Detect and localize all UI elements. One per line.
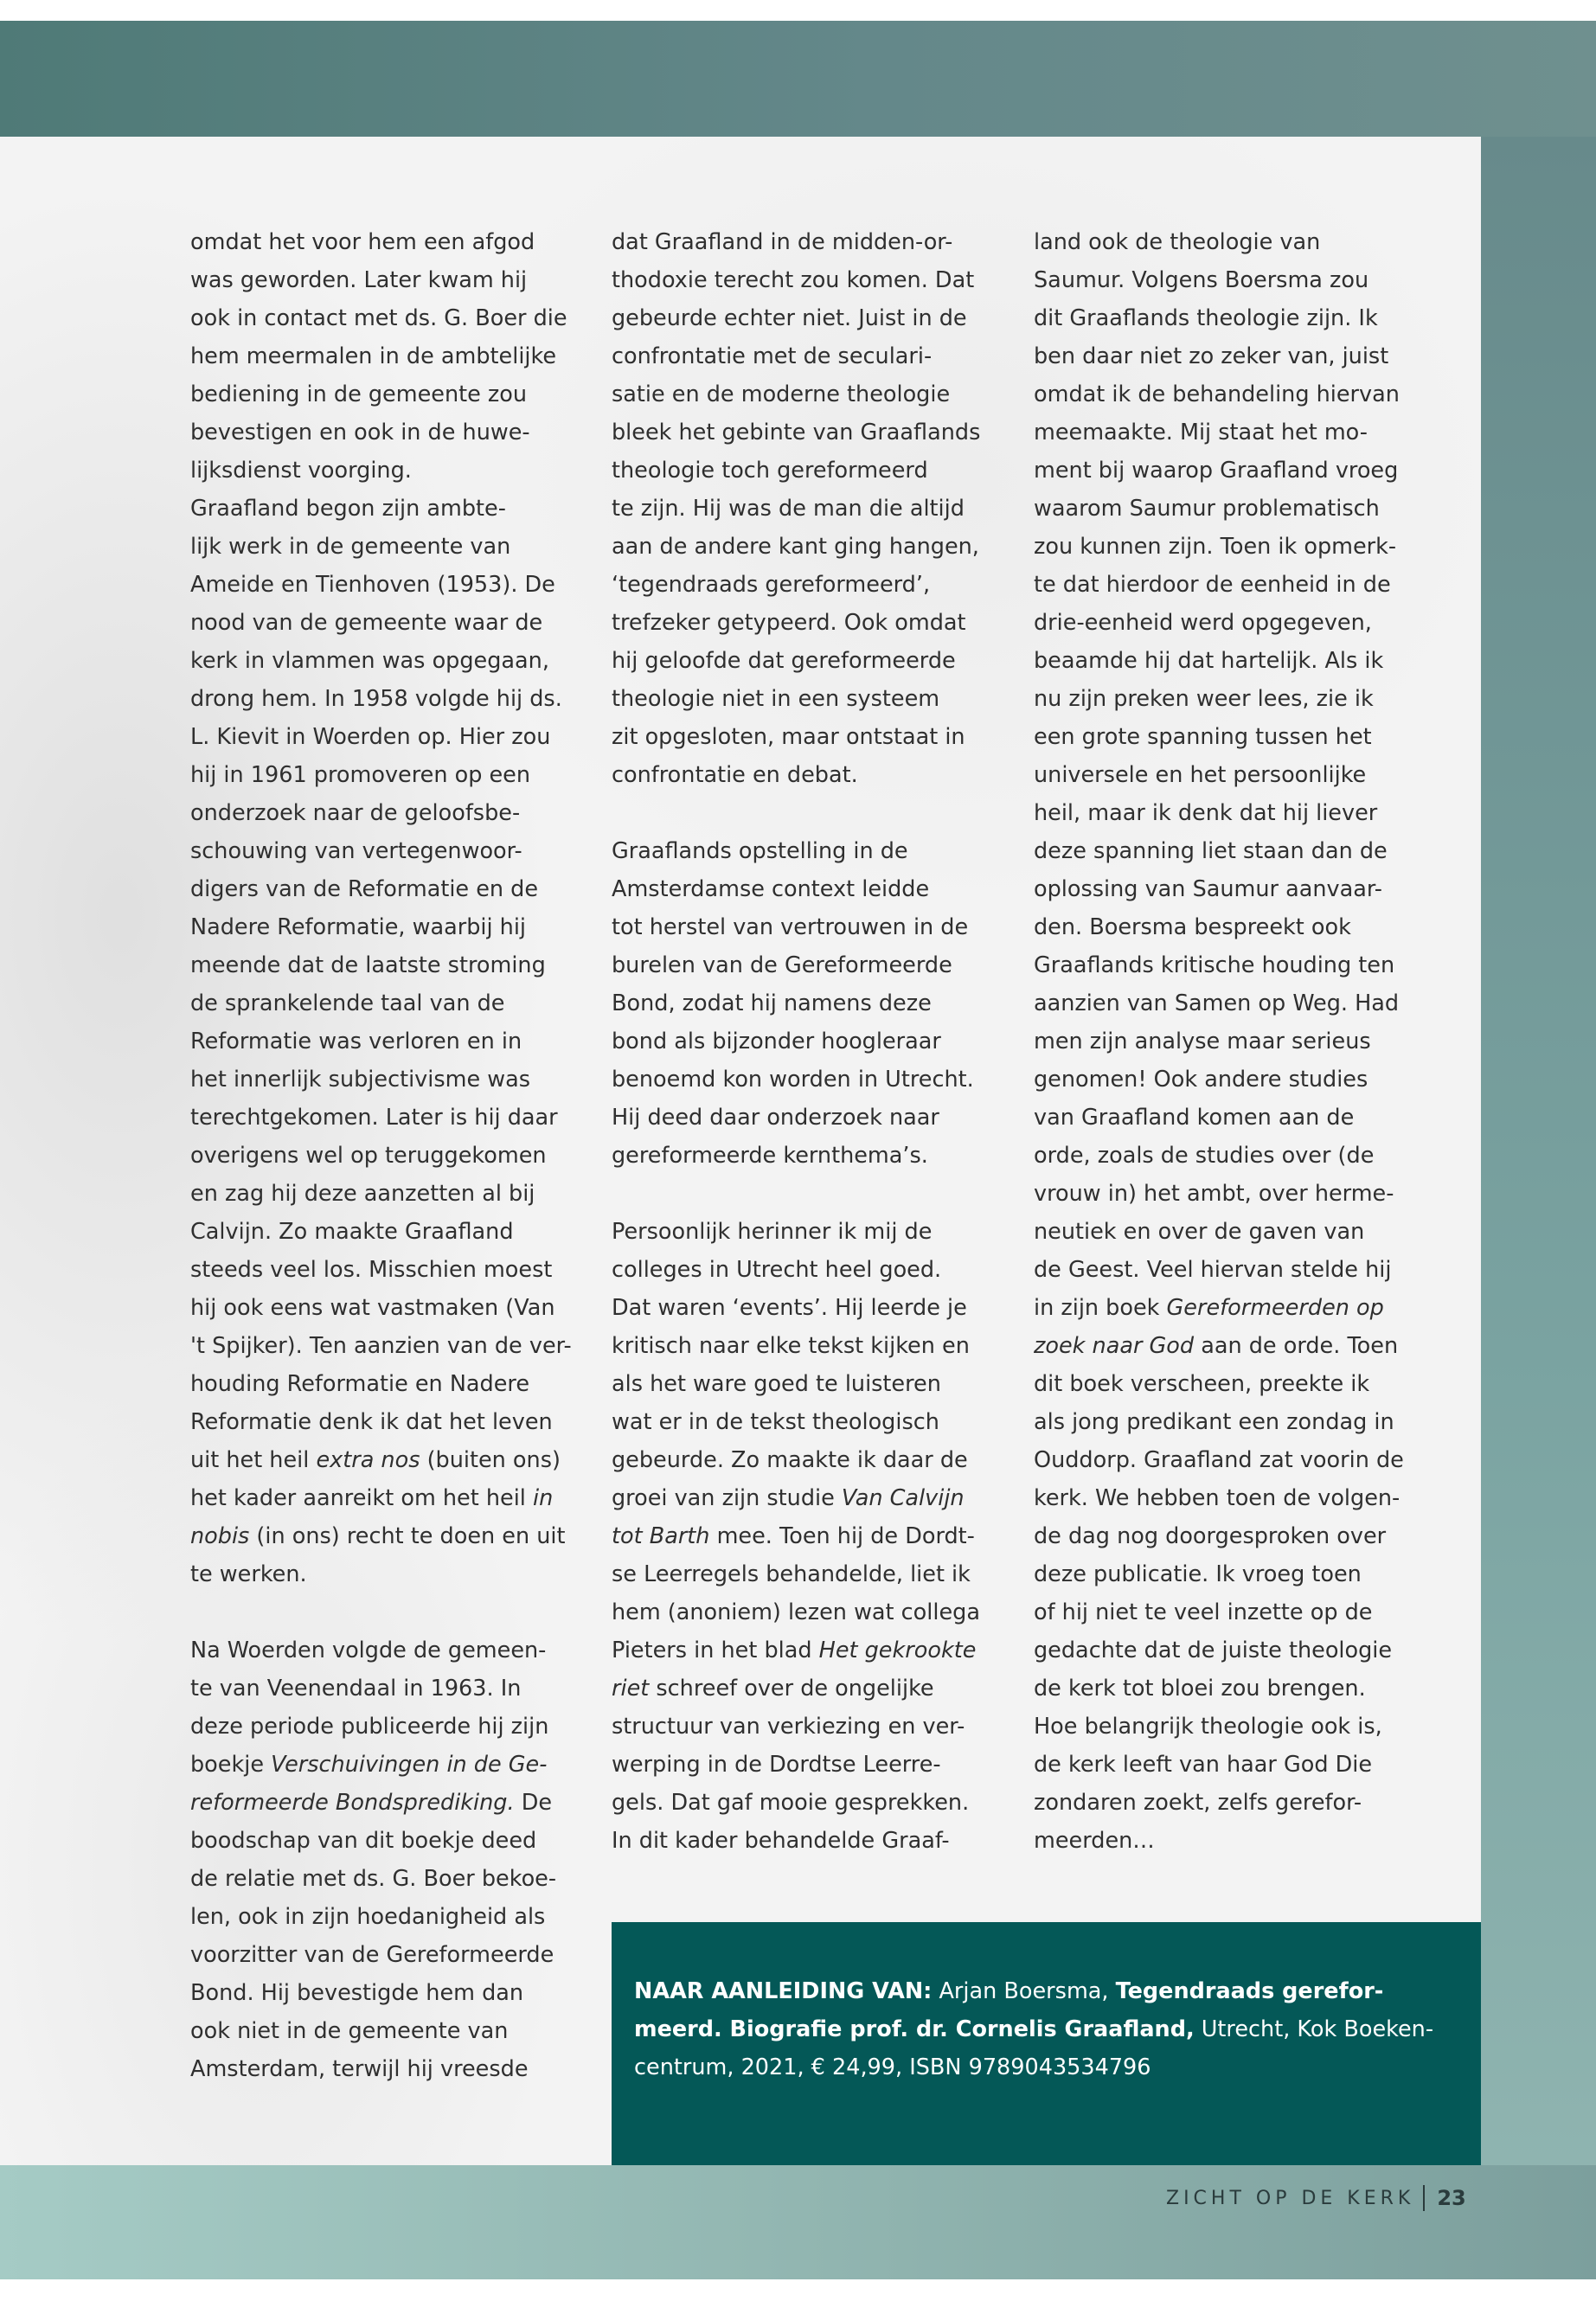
text-line: drie-eenheid werd opgegeven, [1034,610,1372,636]
text-run: groei van zijn studie [612,1485,842,1511]
text-line: nu zijn preken weer lees, zie ik [1034,686,1374,712]
text-line: werping in de Dordtse Leerre- [612,1752,941,1778]
text-run: Pieters in het blad [612,1638,819,1663]
book-info-line [634,2010,1434,2048]
text-line: universele en het persoonlijke [1034,762,1367,788]
text-line: zou kunnen zijn. Toen ik opmerk- [1034,534,1397,560]
text-line: burelen van de Gereformeerde [612,952,952,978]
text-line: colleges in Utrecht heel goed. [612,1257,942,1283]
text-line: hij geloofde dat gereformeerde [612,648,956,674]
text-line [612,1479,992,1517]
text-line: Graaflands opstelling in de [612,838,908,864]
text-line: bediening in de gemeente zou [190,381,528,407]
text-line: hij ook eens wat vastmaken (Van [190,1295,555,1321]
text-run: in zijn boek [1034,1295,1167,1321]
text-line: van Graafland komen aan de [1034,1105,1355,1131]
text-line: aanzien van Samen op Weg. Had [1034,990,1400,1016]
text-line: benoemd kon worden in Utrecht. [612,1067,974,1093]
text-line: deze periode publiceerde hij zijn [190,1714,549,1740]
article-column-1 [190,223,571,2088]
text-line [190,1784,571,1822]
italic-book-title: zoek naar God [1034,1333,1195,1359]
italic-magazine-title: riet [612,1676,650,1702]
text-line: Amsterdam, terwijl hij vreesde [190,2056,529,2082]
book-author: Arjan Boersma, [932,1978,1116,2004]
italic-book-title: reformeerde Bondsprediking. [190,1790,515,1816]
text-line: boodschap van dit boekje deed [190,1828,537,1854]
text-line: structuur van verkiezing en ver- [612,1714,965,1740]
text-line: ook in contact met ds. G. Boer die [190,305,567,331]
text-line: de dag nog doorgesproken over [1034,1523,1387,1549]
text-line: bleek het gebinte van Graaflands [612,420,981,445]
top-color-band [0,21,1596,137]
italic-term: nobis [190,1523,250,1549]
text-line: gebeurde. Zo maakte ik daar de [612,1447,968,1473]
text-line: kerk in vlammen was opgegaan, [190,648,549,674]
text-line: In dit kader behandelde Graaf- [612,1828,950,1854]
text-line: ‘tegendraads gereformeerd’, [612,572,931,598]
text-line: kritisch naar elke tekst kijken en [612,1333,970,1359]
text-run: het kader aanreikt om het heil [190,1485,533,1511]
text-line [612,1670,992,1708]
text-line: Amsterdamse context leidde [612,876,930,902]
book-info-text [634,1972,1434,2086]
text-run: uit het heil [190,1447,317,1473]
text-line: bond als bijzonder hoogleraar [612,1029,941,1054]
book-publisher: centrum, 2021, € 24,99, ISBN 9789043534796 [634,2054,1151,2080]
text-line: L. Kievit in Woerden op. Hier zou [190,724,551,750]
text-line: overigens wel op teruggekomen [190,1143,547,1169]
text-line: de Geest. Veel hiervan stelde hij [1034,1257,1392,1283]
paragraph-gap [612,794,992,832]
right-color-band [1481,137,1596,2165]
paragraph-gap [190,1593,571,1631]
text-line: confrontatie met de seculari- [612,343,933,369]
text-line: thodoxie terecht zou komen. Dat [612,267,975,293]
italic-book-title: tot Barth [612,1523,710,1549]
text-line: de sprankelende taal van de [190,990,505,1016]
text-line [612,1517,992,1555]
text-run: mee. Toen hij de Dordt- [709,1523,975,1549]
text-line: deze spanning liet staan dan de [1034,838,1388,864]
text-line: men zijn analyse maar serieus [1034,1029,1371,1054]
text-line: dit boek verscheen, preekte ik [1034,1371,1370,1397]
text-line: kerk. We hebben toen de volgen- [1034,1485,1401,1511]
text-run: (in ons) recht te doen en uit [249,1523,566,1549]
text-line: als het ware goed te luisteren [612,1371,941,1397]
italic-book-title: Gereformeerden op [1166,1295,1384,1321]
text-line: dit Graaflands theologie zijn. Ik [1034,305,1378,331]
text-line: omdat ik de behandeling hiervan [1034,381,1400,407]
book-info-line [634,1972,1413,2010]
text-line: een grote spanning tussen het [1034,724,1372,750]
text-line: gereformeerde kernthema’s. [612,1143,928,1169]
text-line: bevestigen en ook in de huwe- [190,420,530,445]
text-line [190,1517,571,1555]
text-line: theologie niet in een systeem [612,686,940,712]
text-line: lijksdienst voorging. [190,458,412,484]
page-footer [1166,2181,1466,2215]
text-line: steeds veel los. Misschien moest [190,1257,553,1283]
book-title: meerd. Biografie prof. dr. Cornelis Graafland, [634,2016,1195,2042]
text-line: dat Graafland in de midden-or- [612,229,953,255]
text-line: te dat hierdoor de eenheid in de [1034,572,1391,598]
text-line [190,1746,571,1784]
book-title: Tegendraads gerefor- [1115,1978,1384,2004]
article-column-2 [612,223,992,1860]
text-line: waarom Saumur problematisch [1034,496,1380,522]
text-line: theologie toch gereformeerd [612,458,928,484]
text-line: hem (anoniem) lezen wat collega [612,1599,980,1625]
text-line: Hoe belangrijk theologie ook is, [1034,1714,1382,1740]
text-line: wat er in de tekst theologisch [612,1409,939,1435]
text-line [1034,1289,1414,1327]
text-line: nood van de gemeente waar de [190,610,543,636]
text-run: aan de orde. Toen [1194,1333,1399,1359]
text-line: genomen! Ook andere studies [1034,1067,1368,1093]
book-publisher: Utrecht, Kok Boeken- [1194,2016,1434,2042]
text-line: de kerk leeft van haar God Die [1034,1752,1373,1778]
text-line: ment bij waarop Graafland vroeg [1034,458,1399,484]
text-run: De [514,1790,553,1816]
magazine-name: ZICHT OP DE KERK [1166,2187,1415,2209]
text-line: houding Reformatie en Nadere [190,1371,530,1397]
book-info-label: NAAR AANLEIDING VAN: [634,1978,933,2004]
text-line: Nadere Reformatie, waarbij hij [190,914,527,940]
text-line: drong hem. In 1958 volgde hij ds. [190,686,562,712]
text-line: deze publicatie. Ik vroeg toen [1034,1561,1362,1587]
text-line: gels. Dat gaf mooie gesprekken. [612,1790,970,1816]
text-line: satie en de moderne theologie [612,381,951,407]
text-line: Reformatie was verloren en in [190,1029,522,1054]
text-line: Ouddorp. Graafland zat voorin de [1034,1447,1404,1473]
text-line: orde, zoals de studies over (de [1034,1143,1375,1169]
text-line [1034,1327,1414,1365]
text-line: aan de andere kant ging hangen, [612,534,979,560]
text-line: ben daar niet zo zeker van, juist [1034,343,1389,369]
text-line: land ook de theologie van [1034,229,1321,255]
text-line: het innerlijk subjectivisme was [190,1067,531,1093]
text-line: hem meermalen in de ambtelijke [190,343,557,369]
page-number: 23 [1437,2186,1466,2210]
text-line: beaamde hij dat hartelijk. Als ik [1034,648,1384,674]
text-line: 't Spijker). Ten aanzien van de ver- [190,1333,572,1359]
text-line: ook niet in de gemeente van [190,2018,509,2044]
text-line: lijk werk in de gemeente van [190,534,511,560]
text-run: (buiten ons) [420,1447,561,1473]
text-line: gebeurde echter niet. Juist in de [612,305,967,331]
text-line: Na Woerden volgde de gemeen- [190,1638,547,1663]
text-line: de kerk tot bloei zou brengen. [1034,1676,1366,1702]
text-line: voorzitter van de Gereformeerde [190,1942,554,1968]
text-line: te van Veenendaal in 1963. In [190,1676,522,1702]
text-line: te zijn. Hij was de man die altijd [612,496,965,522]
text-line: Persoonlijk herinner ik mij de [612,1219,933,1245]
text-line: Graafland begon zijn ambte- [190,496,506,522]
text-line: Bond, zodat hij namens deze [612,990,932,1016]
text-line: Saumur. Volgens Boersma zou [1034,267,1369,293]
text-line: confrontatie en debat. [612,762,858,788]
text-line: zit opgesloten, maar ontstaat in [612,724,965,750]
text-line: schouwing van vertegenwoor- [190,838,522,864]
text-line: Ameide en Tienhoven (1953). De [190,572,555,598]
text-line: Dat waren ‘events’. Hij leerde je [612,1295,967,1321]
italic-magazine-title: Het gekrookte [818,1638,977,1663]
text-line: gedachte dat de juiste theologie [1034,1638,1393,1663]
text-line: tot herstel van vertrouwen in de [612,914,969,940]
paragraph-gap [612,1175,992,1213]
text-line: zondaren zoekt, zelfs gerefor- [1034,1790,1362,1816]
italic-term: extra nos [316,1447,420,1473]
italic-book-title: Verschuivingen in de Ge- [271,1752,548,1778]
text-line: digers van de Reformatie en de [190,876,539,902]
text-line: onderzoek naar de geloofsbe- [190,800,521,826]
text-line: Reformatie denk ik dat het leven [190,1409,553,1435]
text-line: de relatie met ds. G. Boer bekoe- [190,1866,557,1892]
text-run: schreef over de ongelijke [649,1676,934,1702]
text-line: als jong predikant een zondag in [1034,1409,1394,1435]
text-line: en zag hij deze aanzetten al bij [190,1181,535,1207]
text-line: meemaakte. Mij staat het mo- [1034,420,1368,445]
text-line [190,1441,571,1479]
text-line [190,1479,571,1517]
text-line: neutiek en over de gaven van [1034,1219,1365,1245]
book-info-line [634,2048,1413,2086]
text-line: heil, maar ik denk dat hij liever [1034,800,1378,826]
text-line: Graaflands kritische houding ten [1034,952,1395,978]
text-line: meerden… [1034,1828,1155,1854]
text-line: vrouw in) het ambt, over herme- [1034,1181,1394,1207]
text-line: se Leerregels behandelde, liet ik [612,1561,971,1587]
text-line: terechtgekomen. Later is hij daar [190,1105,558,1131]
text-line: trefzeker getypeerd. Ook omdat [612,610,966,636]
text-line: of hij niet te veel inzette op de [1034,1599,1373,1625]
text-line: te werken. [190,1561,307,1587]
italic-term: in [532,1485,554,1511]
text-line: Bond. Hij bevestigde hem dan [190,1980,524,2006]
text-line [612,1631,992,1670]
text-line: was geworden. Later kwam hij [190,267,528,293]
text-line: len, ook in zijn hoedanigheid als [190,1904,546,1930]
text-line: Hij deed daar onderzoek naar [612,1105,939,1131]
article-column-3 [1034,223,1414,1860]
text-line: meende dat de laatste stroming [190,952,546,978]
text-line: omdat het voor hem een afgod [190,229,535,255]
text-run: boekje [190,1752,272,1778]
italic-book-title: Van Calvijn [841,1485,965,1511]
text-line: den. Boersma bespreekt ook [1034,914,1351,940]
text-line: oplossing van Saumur aanvaar- [1034,876,1382,902]
text-line: Calvijn. Zo maakte Graafland [190,1219,514,1245]
text-line: hij in 1961 promoveren op een [190,762,531,788]
footer-divider [1423,2185,1425,2211]
